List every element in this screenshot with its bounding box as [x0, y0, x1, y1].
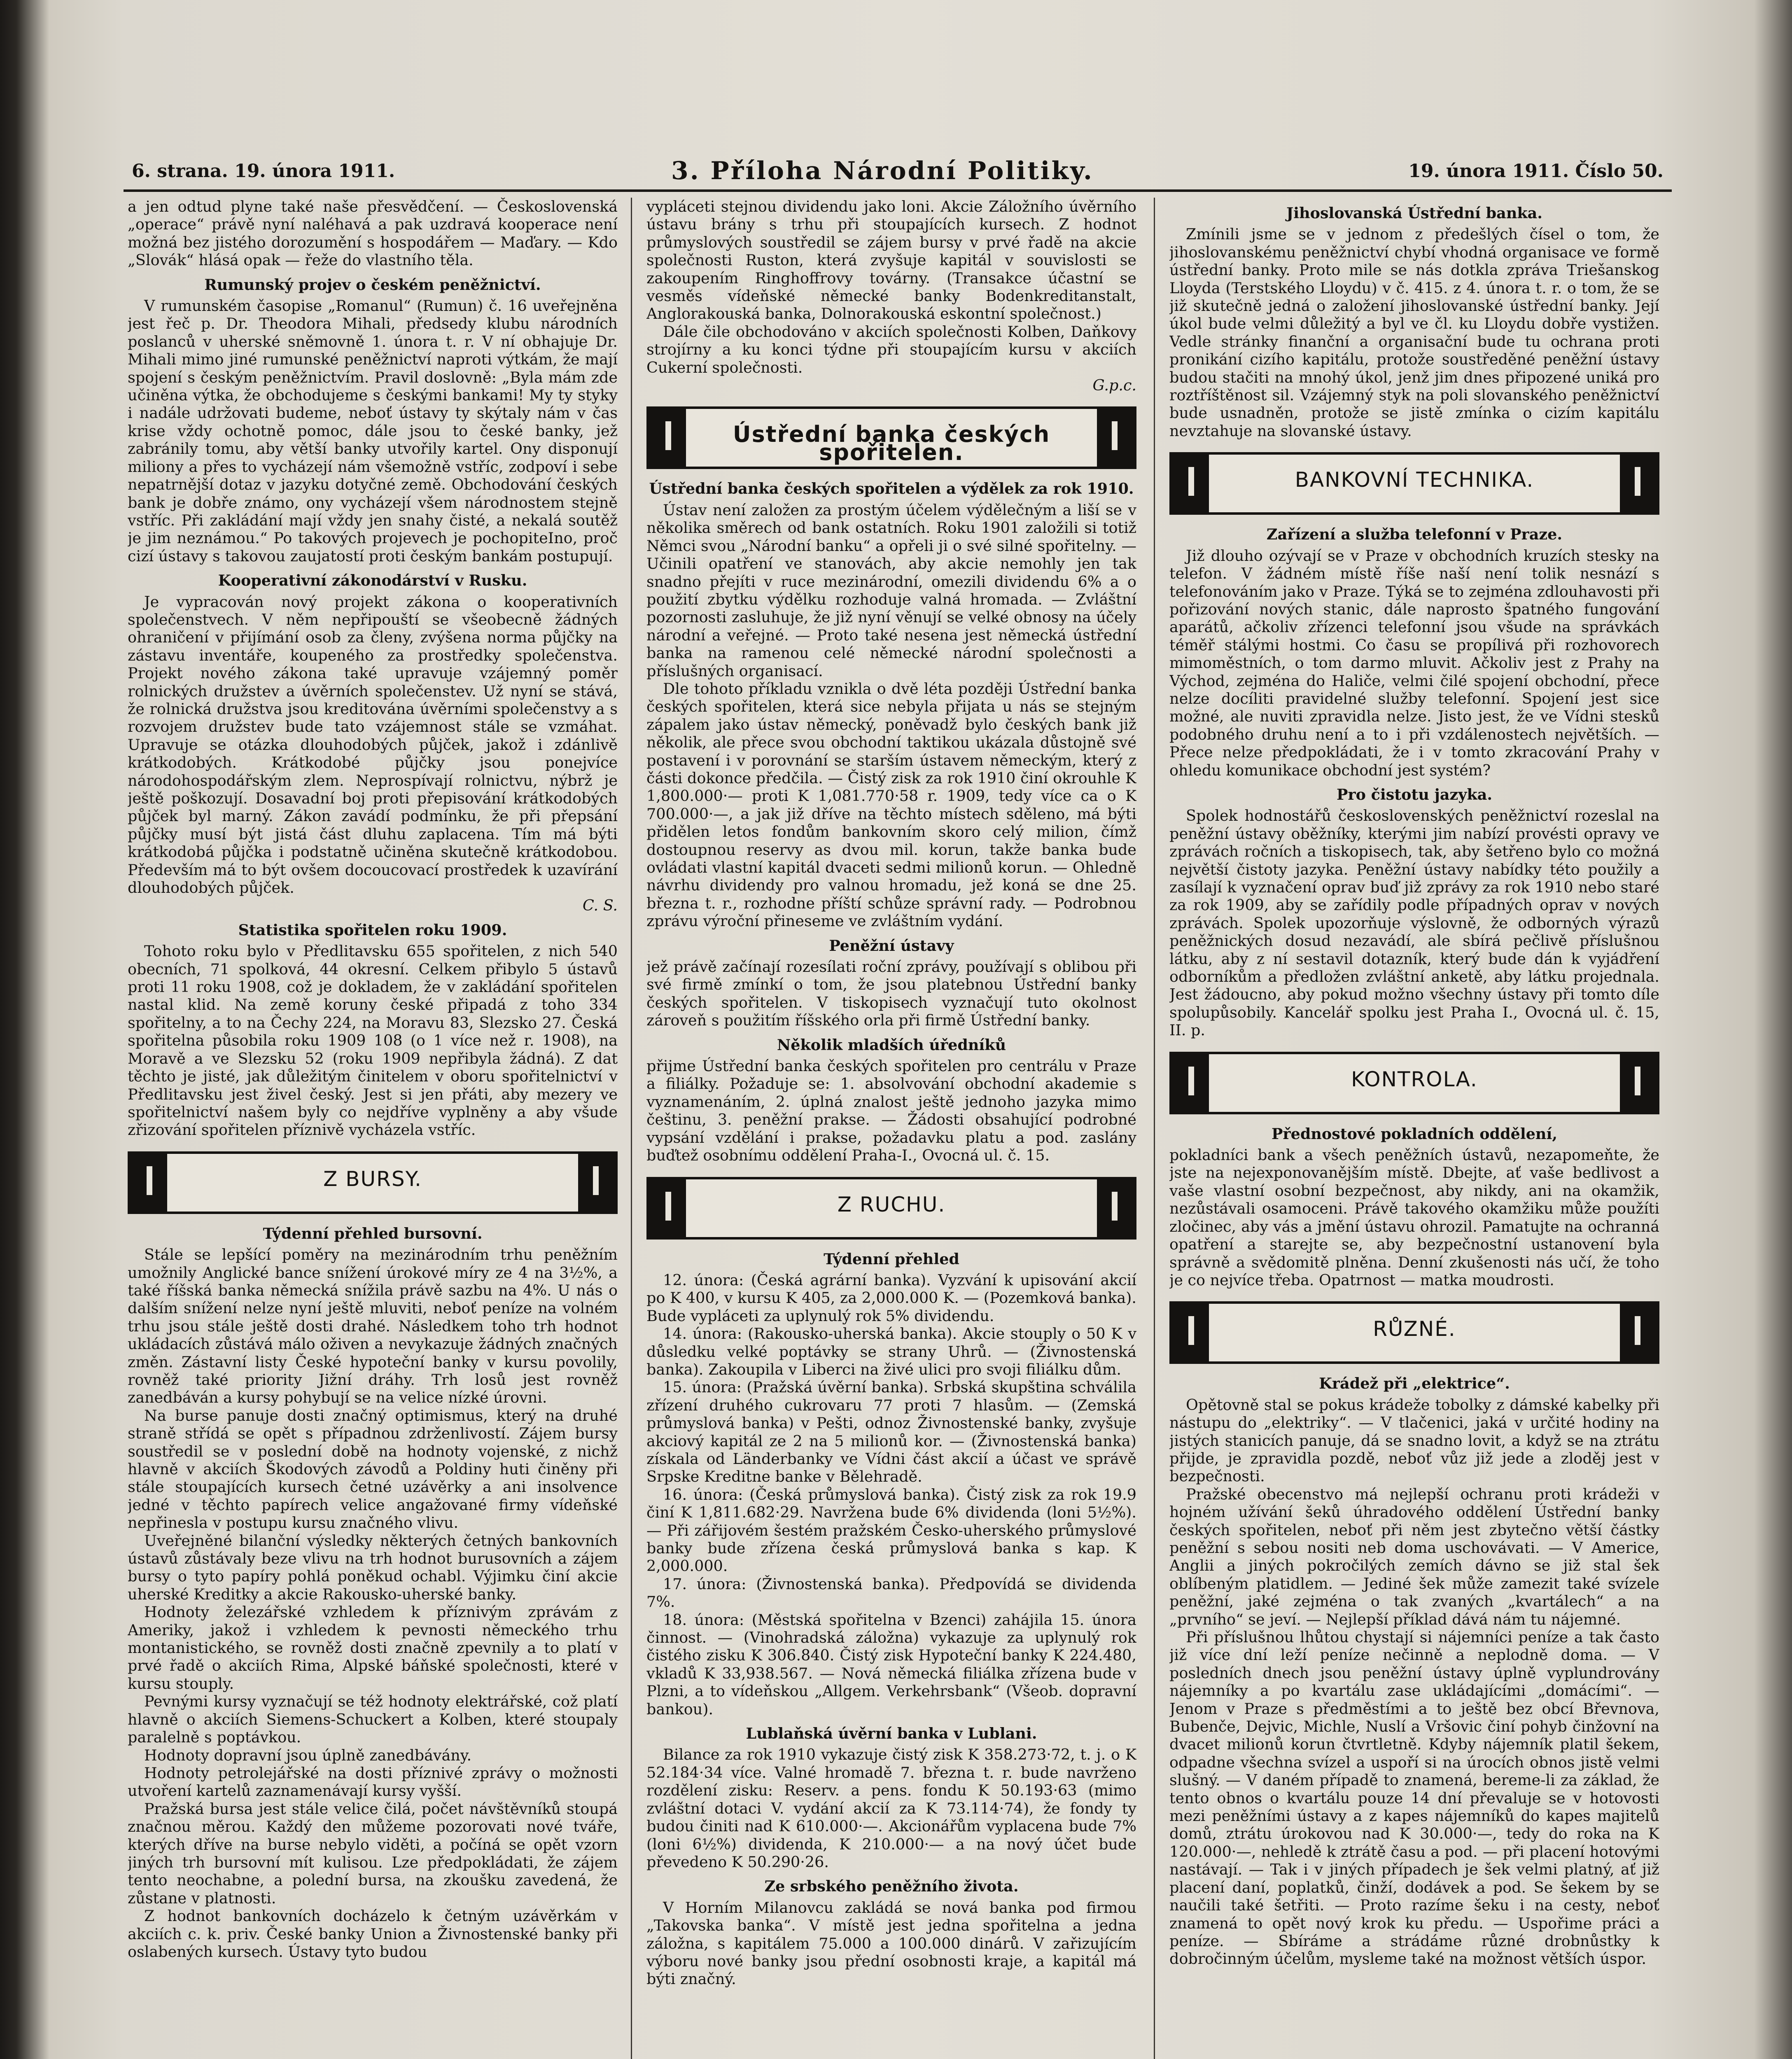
article-text: Ústav není založen za prostým účelem výdělečným a liší se v několika směrech od bank ostatních. Roku 1901 založili si totiž Němci svou „Národní banku“ a opřeli ji o své silné spořitelny. — Učinili opatření ve stanovách, aby akcie nemohly jen tak snadno přejíti v ruce mezinárodní, omezili dividendu 6% a o použití zbytku výdělku rozhoduje valná hromada. — Zvláštní pozornosti zasluhuje, že již nyní věnují se velké obnosy na účely národní a veřejné. — Proto také nesena jest německá ústřední banka na ramenou celé německé národní společnosti a příslušných organisací. [646, 501, 1136, 680]
banner-ornament [649, 1179, 686, 1237]
banner-ornament [1620, 1304, 1657, 1361]
section-banner [646, 1177, 1136, 1240]
section-title: KONTROLA. [1351, 1067, 1478, 1091]
section-title: RŮZNÉ. [1373, 1317, 1456, 1341]
article-text: jež právě začínají rozesílati roční zprávy, používají s oblibou při své firmě zmínkí o tom, že jsou platebnou Ústřední banky českých spořitelen. V tiskopisech vyznačují tuto okolnost zároveň s použitím říšského orla při firmě Ústřední banky. [646, 958, 1136, 1030]
banner-ornament [130, 1154, 167, 1212]
section-banner [1169, 1052, 1659, 1114]
article-heading: Týdenní přehled [824, 1250, 959, 1268]
article-text: Pražská bursa jest stále velice čilá, počet návštěvníků stoupá značnou měrou. Každý den můžeme pozorovati nové tváře, kterých dříve na burse nebylo viděti, a počíná se opět vzorn jiných trh bursovní mít kulisou. Lze předpokládati, že zájem tento neochabne, a polední bursa, na zkoušku zavedená, že zůstane v platnosti. [128, 1800, 618, 1907]
article-text: Pevnými kursy vyznačují se též hodnoty elektrářské, což platí hlavně o akciích Siemens-Schuckert a Kolben, které stoupaly paralelně s poptávkou. [128, 1692, 618, 1746]
banner-ornament [578, 1154, 615, 1212]
article-heading: Jihoslovanská Ústřední banka. [1286, 204, 1543, 222]
article-text: a jen odtud plyne také naše přesvědčení. — Československá „operace“ právě nyní naléhavá a pak uzdravá kooperace není možná bez jistého dorozumění s hospodářem — Maďary. — Kdo „Slovák“ hlásá opak — řeže do vlastního těla. [128, 198, 618, 269]
article-text: Bilance za rok 1910 vykazuje čistý zisk K 358.273·72, t. j. o K 52.184·34 více. Valné hromadě 7. března t. r. bude navrženo rozdělení zisku: Reserv. a pens. fondu K 50.193·63 (mimo zvláštní dotaci V. vydání akcií za K 73.114·74), že fondy ty budou činiti nad K 610.000·—. Akcionářům vyplacena bude 7% (loni 6½%) dividenda, K 210.000·— a na nový účet bude převedeno K 50.290·26. [646, 1746, 1136, 1871]
article-heading: Rumunský projev o českém peněžnictví. [204, 275, 541, 294]
article-text: 15. února: (Pražská úvěrní banka). Srbská skupština schválila zřízení druhého cukrovaru 77 proti 7 hlasům. — (Zemská průmyslová banka) v Pešti, odnoz Živnostenské banky, zvyšuje akciový kapitál ze 2 na 5 milionů kor. — (Živnostenská banka) získala od Länderbanky ve Vídni část akcií a účast ve správě Srpske Kreditne banke v Bělehradě. [646, 1378, 1136, 1486]
column-1 [128, 198, 618, 2059]
article-heading: Peněžní ústavy [829, 936, 954, 955]
article-heading: Několik mladších úředníků [777, 1036, 1006, 1054]
article-text: přijme Ústřední banka českých spořitelen pro centrálu v Praze a filiálky. Požaduje se: 1. absolvování obchodní akademie s vyznamenáním, 2. úplná znalost ještě jednoho jazyka mimo češtinu, 3. peněžní prakse. — Žádosti obsahující podrobné vypsání vzdělání i prakse, požadavku platu a pod. zaslány buďtež osobnímu oddělení Praha-I., Ovocná ul. č. 15. [646, 1057, 1136, 1165]
newspaper-page [124, 156, 1672, 2059]
article-text: V rumunském časopise „Romanul“ (Rumun) č. 16 uveřejněna jest řeč p. Dr. Theodora Mihali, předsedy klubu národních poslanců v uherské sněmovně 1. února t. r. V ní obhajuje Dr. Mihali mimo jiné rumunské peněžnictví naproti výtkám, že mají spojení s českým peněžnictvím. Pravil doslovně: „Byla mám zde učiněna výtka, že obchodujeme s českými bankami! My ty styky i nadále udržovati budeme, neboť ústavy ty skýtaly nám v čas krise vždy ochotně pomoc, dále jsou to české banky, jež zabránily tomu, aby větší banky utvořily kartel. Ony disponují miliony a přes to vycházejí nám všemožně vstříc, zodpoví i sebe nepatrnější dotaz v jazyku dotyčné země. Obchodování českých bank je dobře známo, ony vycházejí všem národnostem stejně vstříc. Při zakládání mají vždy jen snahy čisté, a nekalá soutěž je jim neznámou.“ Po takových projevech je pochopiteIno, proč cizí ústavy s takovou zaujatostí proti českým bankám postupují. [128, 297, 618, 565]
section-banner [1169, 452, 1659, 515]
article-text: 18. února: (Městská spořitelna v Bzenci) zahájila 15. února činnost. — (Vinohradská záložna) vykazuje za uplynulý rok čistého zisku K 306.840. Čistý zisk Hypoteční banky K 224.480, vkladů K 33,938.567. — Nová německá filiálka zřízena bude v Plzni, a to vídeňskou „Allgem. Verkehrsbank“ (Všeob. dopravní bankou). [646, 1611, 1136, 1718]
banner-ornament [1620, 1054, 1657, 1112]
article-text: Uveřejněné bilanční výsledky některých četných bankovních ústavů zůstávaly beze vlivu na trh hodnot burusovních a zájem bursy o tyto papíry pohlá poněkud ochabl. Výjimku činí akcie uherské Kreditky a akcie Rakousko-uherské banky. [128, 1531, 618, 1603]
article-text: Zmínili jsme se v jednom z předešlých čísel o tom, že jihoslovanskému peněžnictví chybí vhodná organisace ve formě ústřední banky. Proto mile se nás dotkla zpráva Triešanskog Lloyda (Terstského Lloydu) v č. 415. z 4. února t. r. o tom, že se již skutečně jedná o založení jihoslovanské ústřední banky. Její úkol bude velmi důležitý a byl ve čl. ku Lloydu dobře vystižen. Vedle stránky finanční a organisační bude tu ochrana proti pronikání cizího kapitálu, protože soustředěné peněžní ústavy budou stačiti na mnohý úkol, jenž jim dnes připozené uniká pro roztříštěnost sil. Vzájemný styk na poli slovanského peněžnictví bude usnadněn, protože se jistě zmínka o cizím kapitálu nevztahuje na slovanské ústavy. [1169, 225, 1659, 440]
column-3 [1169, 198, 1659, 2059]
article-heading: Kooperativní zákonodárství v Rusku. [218, 572, 527, 590]
banner-ornament [1097, 1179, 1134, 1237]
article-text: V Horním Milanovcu zakládá se nová banka pod firmou „Takovska banka“. V místě jest jedna spořitelna a jedna záložna, s kapitálem 75.000 a 100.000 dinárů. V zařizujícím výboru nové banky jsou přední osobnosti kraje, a kapitál má býti značný. [646, 1898, 1136, 1988]
banner-ornament [1172, 1054, 1209, 1112]
banner-ornament [649, 409, 686, 467]
article-text: Spolek hodnostářů československých peněžnictví rozeslal na peněžní ústavy oběžníky, kterými jim nabízí provésti opravy ve zprávách ročních a tiskopisech, tak, aby šetřeno bylo co možná největší čistoty jazyka. Peněžní ústavy nabídky této použily a zasílají k vyznačení oprav buď již zprávy za rok 1910 nebo staré za rok 1909, aby se zařídily podle případných oprav v nových zprávách. Spolek upozorňuje výslovně, že odborných výrazů peněžnických dosud nezavádí, ale sbírá pečlivě příslušnou látku, aby z ní sestavil dotazník, který bude dán k vyjádření odborníkům a předložen zvláštní anketě, aby látku projednala. Jest žádoucno, aby pokud možno všechny ústavy při tomto díle spolupůsobily. Kancelář spolku jest Praha I., Ovocná ul. č. 15, II. p. [1169, 807, 1659, 1039]
article-text: 16. února: (Česká průmyslová banka). Čistý zisk za rok 19.9 činí K 1,811.682·29. Navržena bude 6% dividenda (loni 5½%). — Při zářijovém šestém pražském Česko-uherského průmyslové banky bude zřízena česká průmyslová banka s kap. K 2,000.000. [646, 1485, 1136, 1575]
article-text: Hodnoty dopravní jsou úplně zanedbávány. [144, 1746, 472, 1764]
banner-ornament [1097, 409, 1134, 467]
article-text: Stále se lepšící poměry na mezinárodním trhu peněžním umožnily Anglické bance snížení úrokové míry ze 4 na 3½%, a také říšská banka německá snížila právě sazbu na 4%. U nás o dalším snížení nelze nyní ještě mluviti, neboť peníze na volném trhu jsou stále ještě dosti drahé. Následkem toho trh hodnot ukládacích zůstává málo oživen a nevykazuje žádných značných změn. Zástavní listy České hypoteční banky v kursu povolily, rovněž také priority Jižní dráhy. Trh losů jest rovněž zanedbáván a kursy pohybují se na velice nízké úrovni. [128, 1246, 618, 1407]
article-heading: Pro čistotu jazyka. [1336, 785, 1493, 803]
section-title: Ústřední banka českých spořitelen. [733, 421, 1050, 465]
article-text: Opětovně stal se pokus krádeže tobolky z dámské kabelky při nástupu do „elektriky“. — V tlačenici, jaká v určité hodiny na jistých stanicích panuje, dá se snadno lovit, a když se na ztrátu přijde, je zpravidla pozdě, neboť vůz již jede a zloděj jest v bezpečnosti. [1169, 1396, 1659, 1485]
article-text: pokladníci bank a všech peněžních ústavů, nezapomeňte, že jste na nejexponovanějším místě. Dbejte, ať vaše bedlivost a vaše vlastní osobní bezpečnost, aby nikdy, ani na okamžik, nezůstávali osamoceni. Právě takového okamžiku může použíti zločinec, aby vás a jmění ústavu ohrozil. Pamatujte na ochranná opatření a starejte se, aby bezpečnostní ustanovení byla správně a svědomitě plněna. Denní zkušenosti nás učí, že toho je co nejvíce třeba. Opatrnost — matka moudrosti. [1169, 1146, 1659, 1289]
banner-ornament [1172, 455, 1209, 512]
article-text: Dle tohoto příkladu vznikla o dvě léta později Ústřední banka českých spořitelen, která sice nebyla přijata u nás se stejným zápalem jako ústav německý, poněvadž bylo českých bank již několik, ale přece svou obchodní taktikou ukázala důstojně své postavení i v porovnání se starším ústavem německým, který z části dokonce předčila. — Čistý zisk za rok 1910 činí okrouhle K 1,800.000·— proti K 1,081.770·58 r. 1909, tedy více ca o K 700.000·—, a jak již dříve na těchto místech sděleno, má býti přidělen letos fondům bankovním skoro celý milion, čímž dostoupnou reservy as dvou mil. korun, takže banka bude ovládati vlastní kapitál dvaceti sedmi milionů korun. — Ohledně návrhu dividendy pro valnou hromadu, jež koná se dne 25. března t. r., rozhodne příští schůze správní rady. — Podrobnou zprávu výroční přineseme ve zvláštním vydání. [646, 679, 1136, 930]
article-text: 12. února: (Česká agrární banka). Vyzvání k upisování akcií po K 400, v kursu K 405, za 2,000.000 K. — (Pozemková banka). Bude vypláceti za uplynulý rok 5% dividendu. [646, 1271, 1136, 1325]
column-2 [646, 198, 1136, 2059]
section-banner [128, 1151, 618, 1214]
article-text: Již dlouho ozývají se v Praze v obchodních kruzích stesky na telefon. V žádném místě říše naší není tolik nesnází s telefonováním jako v Praze. Týká se to zejména zdlouhavosti při pořizování nových stanic, dále naprosto špatného fungování aparátů, ačkoliv zřízenci telefonní jsou všude na správkách téměř stálými hostmi. Co času se propílivá při rozhovorech mimoměstních, o tom darmo mluvit. Ačkoliv jest z Prahy na Východ, zejména do Haliče, velmi čilé spojení obchodní, přece nelze docíliti pravidelné služby telefonní. Spojení jest sice možné, ale nuviti zpravidla nelze. Jisto jest, že ve Vídni stesků podobného druhu není a to i při vzdálenostech největších. — Přece nelze předpokládati, že i v tomto zkracování Prahy v ohledu komunikace obchodní jest systém? [1169, 546, 1659, 779]
header-publication: 3. Příloha Národní Politiky. [671, 156, 1094, 185]
article-signature: G.p.c. [1092, 376, 1136, 395]
article-text: 17. února: (Živnostenská banka). Předpovídá se dividenda 7%. [646, 1575, 1136, 1611]
article-heading: Týdenní přehled bursovní. [263, 1224, 483, 1242]
section-banner [646, 406, 1136, 469]
article-heading: Statistika spořitelen roku 1909. [238, 921, 507, 939]
section-title: BANKOVNÍ TECHNIKA. [1295, 468, 1534, 492]
article-heading: Krádež při „elektrice“. [1319, 1375, 1510, 1393]
header-page-date: 6. strana. 19. února 1911. [132, 161, 395, 182]
section-banner [1169, 1301, 1659, 1364]
column-rule [631, 198, 632, 2059]
header-date-issue: 19. února 1911. Číslo 50. [1408, 161, 1664, 182]
article-text: 14. února: (Rakousko-uherská banka). Akcie stouply o 50 K v důsledku velké poptávky se strany Uhrů. — (Živnostenská banka). Zakoupila v Liberci na živé ulici pro svoji filiálku dům. [646, 1325, 1136, 1378]
article-signature: C. S. [582, 896, 618, 915]
header-rule [124, 189, 1672, 192]
article-text: vypláceti stejnou dividendu jako loni. Akcie Záložního úvěrního ústavu brány s trhu při stoupajících kursech. Z hodnot průmyslových soustředil se zájem bursy v prvé řadě na akcie společnosti Ruston, která zvyšuje kapitál v souvislosti se zakoupením Ringhoffrovy továrny. (Transakce účastní se vesměs vídeňské německé banky Bodenkreditanstalt, Anglorakouská banka, Dolnorakouská eskontní společnost.) [646, 198, 1136, 323]
article-heading: Ústřední banka českých spořitelen a výdělek za rok 1910. [649, 480, 1134, 498]
article-text: Hodnoty petrolejářské na dosti příznivé zprávy o možnosti utvoření kartelů zaznamenávají kursy vyšší. [128, 1764, 618, 1800]
article-text: Z hodnot bankovních docházelo k četným uzávěrkám v akciích c. k. priv. České banky Union a Živnostenské banky při oslabených kursech. Ústavy tyto budou [128, 1907, 618, 1961]
banner-ornament [1172, 1304, 1209, 1361]
article-heading: Přednostové pokladních oddělení, [1271, 1125, 1558, 1143]
section-title: Z BURSY. [323, 1167, 422, 1191]
banner-ornament [1620, 455, 1657, 512]
article-text: Dále čile obchodováno v akciích společnosti Kolben, Daňkovy strojírny a ku konci týdne při stoupajícím kursu v akciích Cukerní společnosti. [646, 322, 1136, 376]
article-heading: Lublaňská úvěrní banka v Lublani. [746, 1725, 1037, 1743]
article-text: Na burse panuje dosti značný optimismus, který na druhé straně střídá se opět s případnou zdrženlivostí. Zájem bursy soustředil se v poslední době na hodnoty vojenské, z nichž hlavně v akciích Škodových závodů a Poldiny huti činěny při stále stoupajících kursech četné uzávěrky a ani insolvence jedné v těchto papírech velice angažované firmy vídeňské nepřinesla v postupu kursu značného vlivu. [128, 1406, 618, 1532]
article-text: Při příslušnou lhůtou chystají si nájemníci peníze a tak často již více dní leží peníze nečinně a neplodně doma. — V posledních dnech jsou peněžní ústavy úplně vyplundrovány nájemníky a po kvartálu zase ukládajícími „domácími“. — Jenom v Praze s předměstími a to ještě bez obcí Břevnova, Bubenče, Dejvic, Michle, Nuslí a Vršovic činí pohyb činžovní na dvacet milionů korun čtvrtletně. Kdyby nájemník platil šekem, odpadne všechna svízel a uspoří si na úrocích obnos jistě velmi slušný. — V daném případě to znamená, bereme-li za základ, že tento obnos o kvartálu pouze 14 dní převaluje se v hotovosti mezi peněžními ústavy a z kapes nájemníků do kapes majitelů domů, ztrátu úrokovou nad K 30.000·—, tedy do roka na K 120.000·—, nehledě k ztrátě času a pod. — při placení hotovými nastávají. — Tak i v jiných případech je šek velmi platný, ať již placení daní, poplatků, činží, dodávek a pod. Se šekem by se naučili také šetřiti. — Proto razíme šeku i na cesty, neboť znamená to opět nový krok ku předu. — Uspořime práci a peníze. — Sbíráme a strádáme různé drobnůstky k dobročinným účelům, mysleme také na možnost větších úspor. [1169, 1628, 1659, 1968]
article-heading: Zařízení a služba telefonní v Praze. [1266, 525, 1563, 544]
article-text: Pražské obecenstvo má nejlepší ochranu proti krádeži v hojném užívání šeků úhradového oddělení Ústřední banky českých spořitelen, neboť při něm jest zbytečno větší částky peněžní s sebou nositi neb doma uschovávati. — V Americe, Anglii a jiných pokročilých zemích dávno se již stal šek oblíbeným platidlem. — Jediné šek může zamezit také svízele peněžní, jaké zejména o tak zvaných „kvartálech“ a na „prvního“ se jeví. — Nejlepší příklad dává nám tu nájemné. [1169, 1485, 1659, 1628]
article-heading: Ze srbského peněžního života. [764, 1877, 1019, 1896]
section-title: Z RUCHU. [837, 1192, 946, 1216]
article-text: Hodnoty železářské vzhledem k příznivým zprávám z Ameriky, jakož i vzhledem k pevnosti německého trhu montanistického, se rovněž dosti značně zpevnily a to platí v prvé řadě o akciích Rima, Alpské báňské společnosti, které v kursu stouply. [128, 1603, 618, 1692]
column-rule [1154, 198, 1155, 2059]
article-text: Tohoto roku bylo v Předlitavsku 655 spořitelen, z nich 540 obecních, 71 spolková, 44 okresní. Celkem přibylo 5 ústavů proti 11 roku 1908, což je dokladem, že v zakládání spořitelen nastal klid. Na země koruny české připadá z toho 334 spořitelny, a to na Čechy 224, na Moravu 83, Slezsko 27. Česká spořitelna působila roku 1909 108 (o 1 více než r. 1908), na Moravě a ve Slezsku 52 (roku 1909 nepřibyla žádná). Z dat těchto je jisté, jak důležitým činitelem v oboru spořitelnictví v Předlitavsku jest živel český. Jest si jen přáti, aby mezery ve spořitelnictví našem byly co nejdříve vyplněny a aby všude zřizování spořitelen příznivě vycházela vstříc. [128, 942, 618, 1139]
article-text: Je vypracován nový projekt zákona o kooperativních společenstvech. V něm nepřipouští se všeobecně žádných ohraničení v přijímání osob za členy, zvýšena norma půjčky na zástavu inventáře, koupeného za prostředky společenstva. Projekt nového zákona také upravuje vzájemný poměr rolnických družstev a úvěrních společenstev. Už nyní se stává, že rolnická družstva jsou kreditována úvěrními společenstvy a s rozvojem družstev bude tato vzájemnost stále se vzmáhat. Upravuje se otázka dlouhodobých půjček, jakož i zdánlivě krátkodobých. Krátkodobé půjčky jsou ponejvíce národohospodářským zlem. Neprospívají rolnictvu, nýbrž je ještě poškozují. Dosavadní boj proti přepisování krátkodobých půjček byl marný. Zákon zavádí podmínku, že při přepsání půjčky musí být jistá část dluhu zaplacena. Tím má býti krátkodobá půjčka i podstatně učiněna skutečně krátkodobou. Především má to být ovšem docoucovací prostředek k uzavírání dlouhodobých půjček. [128, 593, 618, 897]
running-header [124, 156, 1672, 189]
